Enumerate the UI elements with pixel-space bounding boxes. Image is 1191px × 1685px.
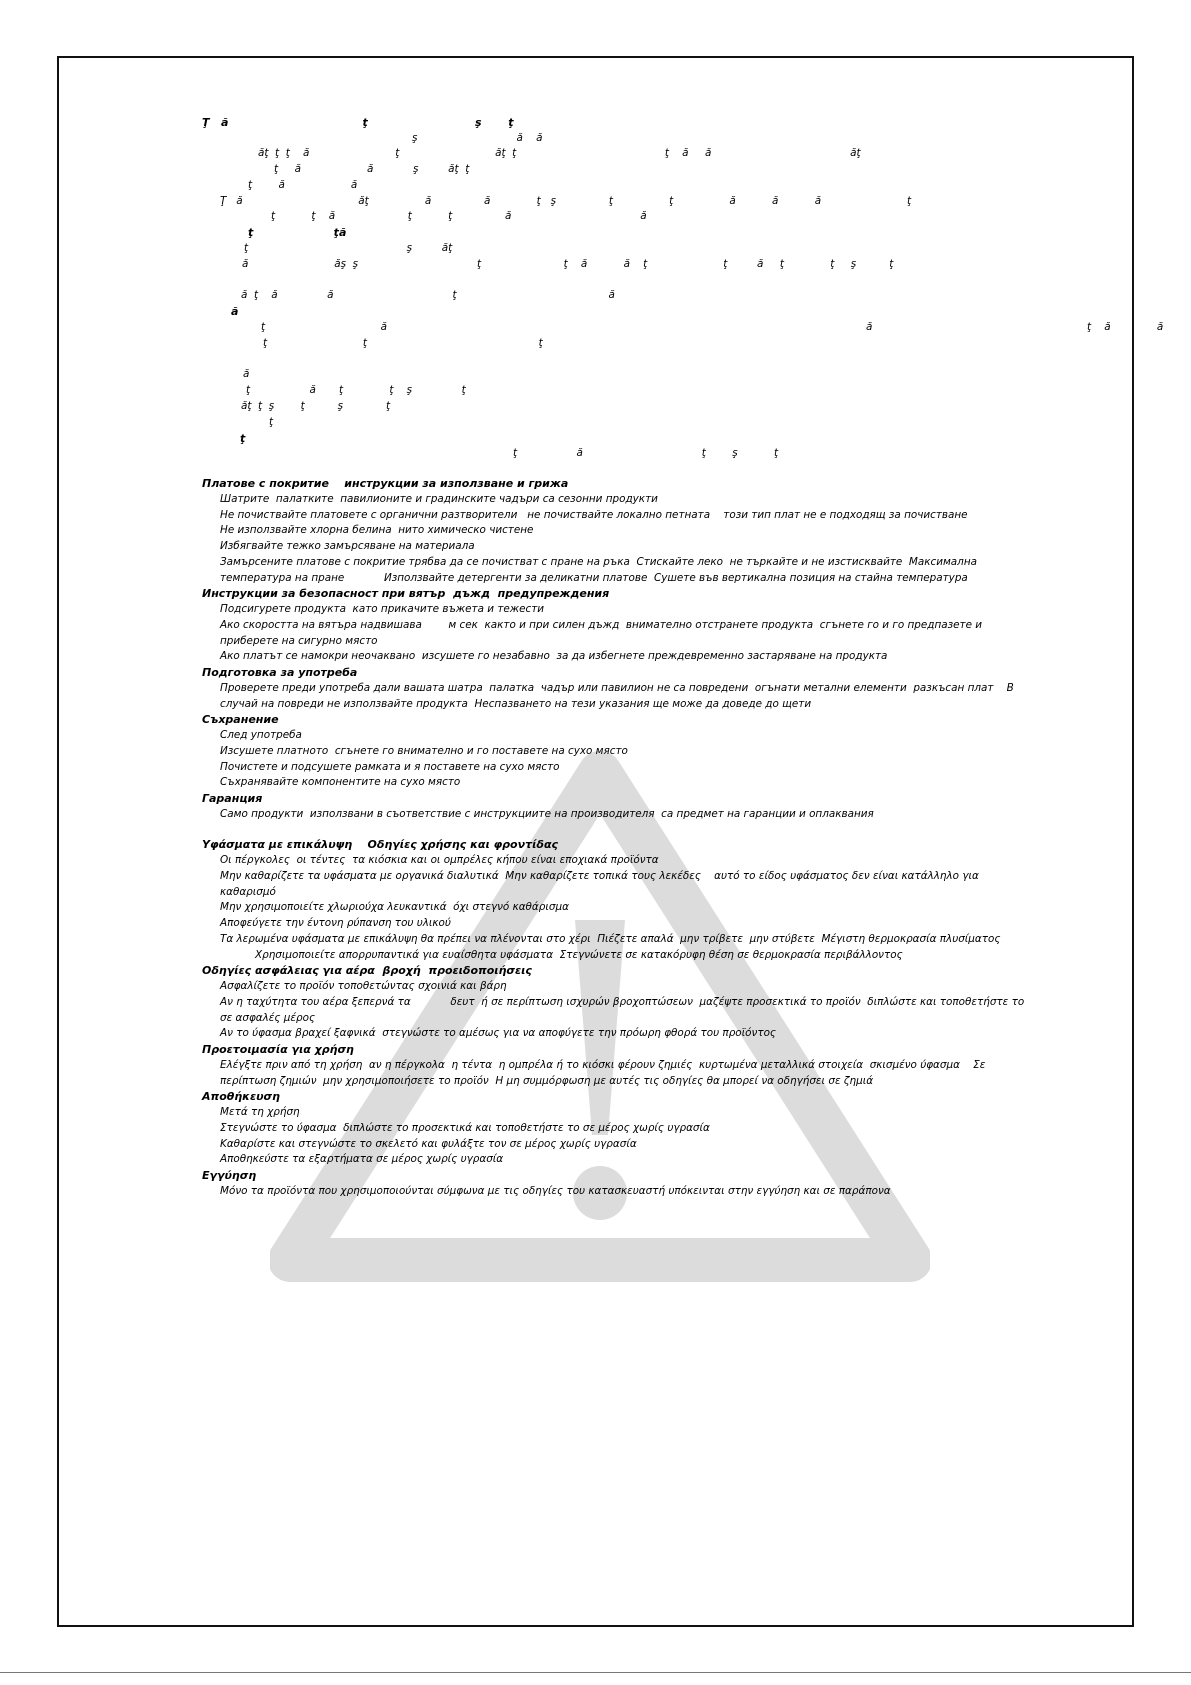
text-line: Ελέγξτε πριν από τη χρήση αν η πέργκολα η τέντα η ομπρέλα ή το κιόσκι φέρουν ζημιές κυρτωμένα μεταλλικά στοιχεία σκισμένο ύφασμα Σε [220, 1059, 986, 1071]
text-line: Изсушете платното сгънете го внимателно и го поставете на сухо място [220, 745, 628, 757]
text-line: Ако скоростта на вятъра надвишава м сек както и при силен дъжд внимателно отстранете продукта сгънете го и го предпазете и [220, 619, 983, 631]
fragment-line: ă [231, 305, 239, 318]
text-line: Ако платът се намокри неочаквано изсушете го незабавно за да избегнете преждевременно застаряване на продукта [220, 650, 888, 662]
text-line: След употреба [220, 729, 302, 741]
fragment-line: ă [243, 368, 250, 380]
fragment-line: ţ ş ăţ [244, 242, 453, 254]
text-line: Съхранявайте компонентите на сухо място [220, 776, 461, 788]
fragment-line: ţ ă ţ ţ ş ţ [246, 384, 466, 396]
section-heading: Подготовка за употреба [202, 666, 358, 679]
text-line: σε ασφαλές μέρος [220, 1012, 316, 1024]
text-line: Αποφεύγετε την έντονη ρύπανση του υλικού [220, 917, 451, 929]
text-line: Αν η ταχύτητα του αέρα ξεπερνά τα δευτ ή σε περίπτωση ισχυρών βροχοπτώσεων μαζέψτε προσεκτικά το προϊόν διπλώστε και τοποθετήστε το [220, 996, 1025, 1008]
text-line: Μετά τη χρήση [220, 1106, 300, 1118]
section-heading: Платове с покритие инструкции за използване и грижа [202, 477, 569, 490]
text-line: приберете на сигурно място [220, 635, 378, 647]
fragment-line: ţ [240, 432, 246, 445]
fragment-line: ţ ă ă [248, 179, 358, 191]
section-heading: Οδηγίες ασφάλειας για αέρα βροχή προειδοποιήσεις [202, 964, 532, 977]
text-line: περίπτωση ζημιών μην χρησιμοποιήσετε το προϊόν Η μη συμμόρφωση με αυτές τις οδηγίες θα μπορεί να οδηγήσει σε ζημιά [220, 1075, 874, 1087]
text-line: Проверете преди употреба дали вашата шатра палатка чадър или павилион не са повредени огънати метални елементи разкъсан плат В [220, 682, 1014, 694]
fragment-line: ţ ă ţ ş ţ [513, 447, 779, 459]
text-line: случай на повреди не използвайте продукта Неспазването на тези указания ще може да доведе до щети [220, 698, 812, 710]
section-heading: Εγγύηση [202, 1169, 257, 1182]
section-heading: Инструкции за безопасност при вятър дъжд предупреждения [202, 587, 610, 600]
fragment-line: ă ăş ş ţ ţ ă ă ţ ţ ă ţ ţ ş ţ [242, 258, 894, 270]
fragment-line: ţ ă ă ţ ă ă [261, 321, 1164, 333]
text-line: Не използвайте хлорна белина нито химическо чистене [220, 524, 534, 536]
fragment-line: ţ ţ ă ţ ţ ă ă [271, 210, 647, 222]
fragment-line: ţ [269, 416, 274, 428]
text-line: Μην χρησιμοποιείτε χλωριούχα λευκαντικά όχι στεγνό καθάρισμα [220, 901, 569, 913]
text-line: Шатрите палатките павилионите и градинските чадъри са сезонни продукти [220, 493, 658, 505]
section-heading: Υφάσματα με επικάλυψη Οδηγίες χρήσης και φροντίδας [202, 838, 559, 851]
warning-triangle-icon [270, 745, 930, 1290]
text-line: Χρησιμοποιείτε απορρυπαντικά για ευαίσθητα υφάσματα Στεγνώνετε σε κατακόρυφη θέση σε θερμοκρασία περιβάλλοντος [255, 949, 903, 961]
text-line: Αποθηκεύστε τα εξαρτήματα σε μέρος χωρίς υγρασία [220, 1153, 504, 1165]
fragment-line: ţ ă ă ş ăţ ţ [274, 163, 470, 175]
text-line: Само продукти използвани в съответствие с инструкциите на производителя са предмет на гаранции и оплаквания [220, 808, 874, 820]
section-heading: Съхранение [202, 713, 279, 726]
text-line: καθαρισμό [220, 886, 276, 898]
fragment-line: ăţ ţ ţ ă ţ ăţ ţ ţ ă ă ăţ [258, 147, 861, 159]
bottom-divider [0, 1672, 1191, 1673]
text-line: Ασφαλίζετε το προϊόν τοποθετώντας σχοινιά και βάρη [220, 980, 507, 992]
text-line: Οι πέργκολες οι τέντες τα κιόσκια και οι ομπρέλες κήπου είναι εποχιακά προϊόντα [220, 854, 659, 866]
text-line: Στεγνώστε το ύφασμα διπλώστε το προσεκτικά και τοποθετήστε το σε μέρος χωρίς υγρασία [220, 1122, 710, 1134]
text-line: Μόνο τα προϊόντα που χρησιμοποιούνται σύμφωνα με τις οδηγίες του κατασκευαστή υπόκεινται στην εγγύηση και σε παράπονα [220, 1185, 891, 1197]
fragment-line: ţ ţ ţ [263, 337, 543, 349]
text-line: Τα λερωμένα υφάσματα με επικάλυψη θα πρέπει να πλένονται στο χέρι Πιέζετε απαλά μην τρίβετε μην στύβετε Μέγιστη θερμοκρασία πλυσίματος [220, 933, 1001, 945]
fragment-line: ă ţ ă ă ţ ă [241, 289, 615, 301]
text-line: Не почиствайте платовете с органични разтворители не почиствайте локално петната този тип плат не е подходящ за почистване [220, 509, 968, 521]
section-heading: Προετοιμασία για χρήση [202, 1043, 354, 1056]
fragment-line: ăţ ţ ş ţ ş ţ [241, 400, 391, 412]
text-line: Μην καθαρίζετε τα υφάσματα με οργανικά διαλυτικά Μην καθαρίζετε τοπικά τους λεκέδες αυτό το είδος υφάσματος δεν είναι κατάλληλο για [220, 870, 979, 882]
section-heading: Αποθήκευση [202, 1090, 280, 1103]
text-line: температура на пране Използвайте детергенти за деликатни платове Сушете във вертикална позиция на стайна температура [220, 572, 968, 584]
text-line: Подсигурете продукта като прикачите въжета и тежести [220, 603, 545, 615]
text-line: Αν το ύφασμα βραχεί ξαφνικά στεγνώστε το αμέσως για να αποφύγετε την πρόωρη φθορά του προϊόντος [220, 1027, 777, 1039]
text-line: Избягвайте тежко замърсяване на материала [220, 540, 475, 552]
fragment-line: Ţ ă ţ ş ţ [202, 116, 514, 129]
text-line: Замърсените платове с покритие трябва да се почистват с пране на ръка Стискайте леко не търкайте и не изстисквайте Максимална [220, 556, 977, 568]
fragment-line: ţ ţă [248, 226, 347, 239]
section-heading: Гаранция [202, 792, 263, 805]
text-line: Почистете и подсушете рамката и я поставете на сухо място [220, 761, 560, 773]
text-line: Καθαρίστε και στεγνώστε το σκελετό και φυλάξτε τον σε μέρος χωρίς υγρασία [220, 1138, 637, 1150]
fragment-line: Ţ ă ăţ ă ă ţ ş ţ ţ ă ă ă ţ [220, 195, 912, 207]
fragment-line: ş ă ă [412, 132, 543, 144]
